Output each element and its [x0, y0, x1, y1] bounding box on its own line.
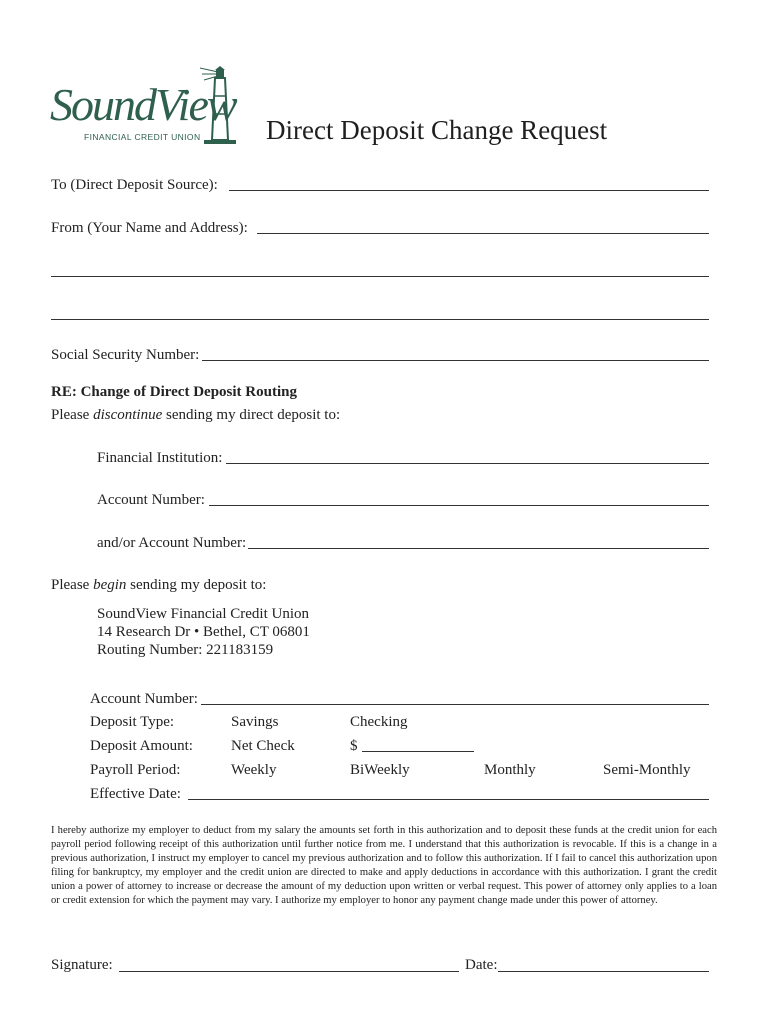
ssn-field[interactable]: [202, 360, 709, 361]
amount-field[interactable]: [362, 751, 474, 752]
from-label: From (Your Name and Address):: [51, 220, 248, 236]
logo-wordmark: SoundView: [50, 79, 236, 130]
savings-option[interactable]: Savings: [231, 714, 279, 730]
semimonthly-option[interactable]: Semi-Monthly: [603, 762, 691, 778]
date-label: Date:: [465, 957, 498, 973]
begin-text: Please begin sending my deposit to:: [51, 577, 267, 593]
alt-account-label: and/or Account Number:: [97, 535, 247, 551]
discontinue-text: Please discontinue sending my direct deposit to:: [51, 407, 341, 423]
re-heading: RE: Change of Direct Deposit Routing: [51, 384, 297, 400]
old-account-field[interactable]: [209, 505, 709, 506]
address-line-2[interactable]: [51, 319, 709, 320]
institution-label: Financial Institution:: [97, 450, 223, 466]
payroll-period-label: Payroll Period:: [90, 762, 181, 778]
signature-field[interactable]: [119, 971, 459, 972]
cu-routing: Routing Number: 221183159: [97, 642, 274, 658]
from-field[interactable]: [257, 233, 709, 234]
institution-field[interactable]: [226, 463, 709, 464]
new-account-field[interactable]: [201, 704, 709, 705]
to-label: To (Direct Deposit Source):: [51, 177, 218, 193]
deposit-amount-label: Deposit Amount:: [90, 738, 193, 754]
logo: [50, 66, 240, 152]
monthly-option[interactable]: Monthly: [484, 762, 536, 778]
address-line-1[interactable]: [51, 276, 709, 277]
weekly-option[interactable]: Weekly: [231, 762, 277, 778]
cu-address: 14 Research Dr • Bethel, CT 06801: [97, 624, 310, 640]
cu-name: SoundView Financial Credit Union: [97, 606, 309, 622]
to-field[interactable]: [229, 190, 709, 191]
dollar-sign: $: [350, 738, 358, 754]
biweekly-option[interactable]: BiWeekly: [350, 762, 410, 778]
new-account-label: Account Number:: [90, 691, 198, 707]
page-title: Direct Deposit Change Request: [266, 115, 608, 145]
effective-date-field[interactable]: [188, 799, 709, 800]
old-account-label: Account Number:: [97, 492, 205, 508]
net-check-option[interactable]: Net Check: [231, 738, 295, 754]
effective-date-label: Effective Date:: [90, 786, 181, 802]
ssn-label: Social Security Number:: [51, 347, 200, 363]
checking-option[interactable]: Checking: [350, 714, 408, 730]
logo-tagline: FINANCIAL CREDIT UNION: [84, 132, 201, 142]
date-field[interactable]: [498, 971, 709, 972]
authorization-text: I hereby authorize my employer to deduct from my salary the amounts set forth in this authorization and to deposit these funds at the credit union for each payroll period following receipt of this authorization until further notice from me. I understand that this authorization is revocable. If this is a change in a previous authorization, I instruct my employer to cancel my previous authorization and to follow this authorization. If I fail to cancel this authorization upon filing for bankruptcy, my employer and the credit union are directed to make and apply deductions in accordance with this authorization. I grant the credit union a power of attorney to increase or decrease the amount of my deduction upon written or verbal request. This power of attorney only applies to a loan or credit extension for which the payment may vary. I authorize my employer to honor any payment change made under this power of attorney.: [51, 825, 717, 907]
signature-label: Signature:: [51, 957, 113, 973]
deposit-type-label: Deposit Type:: [90, 714, 175, 730]
alt-account-field[interactable]: [248, 548, 709, 549]
